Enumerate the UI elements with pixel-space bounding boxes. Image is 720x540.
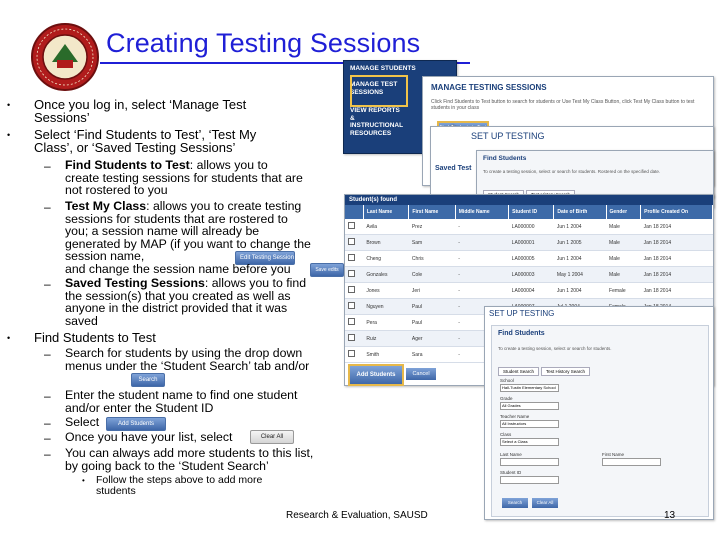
- cancel-screenshot-button[interactable]: Cancel: [406, 368, 436, 380]
- row-checkbox[interactable]: [348, 270, 355, 277]
- bullet-dot: •: [7, 333, 11, 343]
- table-cell: -: [455, 283, 508, 299]
- table-cell: Male: [606, 235, 641, 251]
- row-checkbox[interactable]: [348, 334, 355, 341]
- first-name-label: First Name: [602, 452, 625, 457]
- row-checkbox-cell[interactable]: [345, 235, 363, 251]
- save-edits-button[interactable]: Save edits: [310, 263, 344, 277]
- slide-title: Creating Testing Sessions: [106, 28, 421, 58]
- table-column-header[interactable]: Student ID: [509, 205, 554, 219]
- table-cell: LA000001: [509, 235, 554, 251]
- row-checkbox-cell[interactable]: [345, 219, 363, 235]
- sub-find-students: [65, 159, 305, 197]
- table-cell: Ager: [409, 331, 455, 347]
- table-cell: -: [455, 331, 508, 347]
- table-cell: Jan 18 2014: [641, 251, 713, 267]
- footer-text: Research & Evaluation, SAUSD: [286, 510, 428, 521]
- table-cell: Jan 18 2014: [641, 235, 713, 251]
- saved-test-label: Saved Test: [435, 165, 472, 172]
- table-cell: Cheng: [363, 251, 409, 267]
- student-search-screenshot: [484, 306, 714, 520]
- bullet-dot: •: [7, 100, 11, 110]
- row-checkbox-cell[interactable]: [345, 315, 363, 331]
- row-checkbox-cell[interactable]: [345, 283, 363, 299]
- table-cell: Jun 1 2004: [554, 219, 606, 235]
- students-found-title: Student(s) found: [345, 195, 713, 205]
- teacher-select[interactable]: All Instructors: [500, 420, 559, 428]
- table-cell: LA000000: [509, 219, 554, 235]
- row-checkbox[interactable]: [348, 318, 355, 325]
- dash-marker: –: [44, 416, 51, 430]
- table-cell: Jun 1 2004: [554, 283, 606, 299]
- dash-marker: –: [44, 159, 51, 173]
- table-column-header[interactable]: Last Name: [363, 205, 409, 219]
- table-row: [345, 235, 713, 251]
- table-cell: Male: [606, 251, 641, 267]
- row-checkbox-cell[interactable]: [345, 251, 363, 267]
- page-number: 13: [664, 510, 676, 521]
- table-cell: Sam: [409, 235, 455, 251]
- row-checkbox[interactable]: [348, 222, 355, 229]
- table-cell: Pera: [363, 315, 409, 331]
- find-students-screenshot: [476, 150, 714, 198]
- panel-clear-all-button[interactable]: Clear All: [532, 498, 558, 508]
- search-button[interactable]: Search: [131, 373, 165, 387]
- bullet-dot: •: [82, 476, 85, 485]
- row-checkbox-cell[interactable]: [345, 347, 363, 363]
- row-checkbox-cell[interactable]: [345, 299, 363, 315]
- step-follow-above: Follow the steps above to add more students: [96, 474, 263, 497]
- setup-testing-header: SET UP TESTING: [471, 131, 545, 141]
- search-panel-tabs: [498, 360, 592, 378]
- table-cell: Nguyen: [363, 299, 409, 315]
- table-column-header[interactable]: Profile Created On: [641, 205, 713, 219]
- table-column-header[interactable]: Middle Name: [455, 205, 508, 219]
- nav-highlight: [350, 75, 408, 107]
- step-enter-name: Enter the student name to find one student and/or enter the Student ID: [65, 388, 298, 415]
- table-cell: LA000003: [509, 267, 554, 283]
- class-select[interactable]: Select a Class: [500, 438, 559, 446]
- table-column-header: [345, 205, 363, 219]
- table-cell: Avila: [363, 219, 409, 235]
- table-cell: Sara: [409, 347, 455, 363]
- table-cell: -: [455, 347, 508, 363]
- table-cell: Ruiz: [363, 331, 409, 347]
- student-id-label: Student ID: [500, 470, 522, 475]
- table-cell: Cole: [409, 267, 455, 283]
- manage-sessions-instructions: Click Find Students to Test button to search for students or Use Test My Class Button, click Test My Class button to test students in your class: [431, 99, 695, 111]
- sub-saved-sessions-text: : allows you to find the session(s) that you created as well as anyone in the district provided that it was saved: [65, 276, 307, 328]
- district-seal-logo: [30, 22, 100, 92]
- tab-student-search[interactable]: Student Search: [498, 367, 539, 376]
- nav-manage-test-sessions[interactable]: MANAGE TEST SESSIONS: [350, 81, 398, 96]
- table-row: [345, 283, 713, 299]
- row-checkbox[interactable]: [348, 286, 355, 293]
- teacher-label: Teacher Name: [500, 414, 530, 419]
- table-cell: Jones: [363, 283, 409, 299]
- table-cell: Jan 18 2014: [641, 283, 713, 299]
- dash-marker: –: [44, 277, 51, 291]
- table-cell: -: [455, 299, 508, 315]
- row-checkbox-cell[interactable]: [345, 267, 363, 283]
- table-cell: -: [455, 219, 508, 235]
- add-students-screenshot-button[interactable]: Add Students: [348, 364, 404, 386]
- sub-test-my-class-cont: and change the session name before you: [65, 262, 291, 276]
- table-row: [345, 251, 713, 267]
- edit-testing-session-button[interactable]: Edit Testing Session: [235, 251, 295, 265]
- class-label: Class: [500, 432, 512, 437]
- table-cell: Brown: [363, 235, 409, 251]
- find-students-header: Find Students: [483, 155, 527, 162]
- sub-saved-sessions: [65, 277, 313, 327]
- table-cell: May 1 2004: [554, 267, 606, 283]
- manage-sessions-header: MANAGE TESTING SESSIONS: [431, 83, 547, 92]
- table-column-header[interactable]: Date of Birth: [554, 205, 606, 219]
- table-cell: Paul: [409, 315, 455, 331]
- sub-find-students-text: : allows you to create testing sessions for students that are not rostered to you: [65, 158, 303, 197]
- row-checkbox[interactable]: [348, 302, 355, 309]
- search-setup-header: SET UP TESTING: [489, 309, 555, 318]
- table-cell: Gonzales: [363, 267, 409, 283]
- last-name-label: Last Name: [500, 452, 522, 457]
- table-cell: -: [455, 251, 508, 267]
- nav-manage-students[interactable]: MANAGE STUDENTS: [350, 65, 416, 72]
- step-list-select: Once you have your list, select: [65, 430, 233, 444]
- row-checkbox[interactable]: [348, 238, 355, 245]
- sub-find-students-label: Find Students to Test: [65, 158, 190, 172]
- find-students-desc: To create a testing session, select or search for students. Rostered on the specified date.: [483, 169, 661, 174]
- step-select: Select: [65, 415, 100, 429]
- table-cell: Jeri: [409, 283, 455, 299]
- table-cell: -: [455, 267, 508, 283]
- sub-test-my-class-text: : allows you to create testing sessions for students that are rostered to you; a session name will already be generated by MAP (if you want to change the session name,: [65, 199, 311, 263]
- table-cell: Smith: [363, 347, 409, 363]
- row-checkbox[interactable]: [348, 350, 355, 357]
- sub-saved-sessions-label: Saved Testing Sessions: [65, 276, 205, 290]
- step-search-dropdowns: Search for students by using the drop down menus under the ‘Student Search’ tab and/or: [65, 346, 310, 373]
- step-add-more: You can always add more students to this list, by going back to the ‘Student Search’: [65, 446, 314, 473]
- table-column-header[interactable]: First Name: [409, 205, 455, 219]
- table-cell: Male: [606, 267, 641, 283]
- dash-marker: –: [44, 431, 51, 445]
- dash-marker: –: [44, 347, 51, 361]
- bullet-select-option: Select ‘Find Students to Test’, ‘Test My Class’, or ‘Saved Testing Sessions’: [34, 127, 257, 155]
- table-header-row: [345, 205, 713, 219]
- search-panel-desc: To create a testing session, select or search for students.: [498, 346, 612, 351]
- school-label: School: [500, 378, 514, 383]
- school-select[interactable]: Hall-Tustin Elementary School: [500, 384, 559, 392]
- grade-select[interactable]: All Grades: [500, 402, 559, 410]
- table-row: [345, 267, 713, 283]
- table-cell: LA000005: [509, 251, 554, 267]
- first-name-input[interactable]: [602, 458, 661, 466]
- dash-marker: –: [44, 200, 51, 214]
- table-cell: Male: [606, 219, 641, 235]
- row-checkbox[interactable]: [348, 254, 355, 261]
- table-cell: -: [455, 235, 508, 251]
- student-id-input[interactable]: [500, 476, 559, 484]
- search-panel-header: Find Students: [498, 330, 545, 337]
- table-row: [345, 219, 713, 235]
- table-cell: Paul: [409, 299, 455, 315]
- table-cell: -: [455, 315, 508, 331]
- search-panel: [491, 325, 709, 517]
- add-students-button[interactable]: Add Students: [106, 417, 166, 431]
- dash-marker: –: [44, 389, 51, 403]
- table-cell: LA000004: [509, 283, 554, 299]
- nav-view-reports[interactable]: VIEW REPORTS & INSTRUCTIONAL RESOURCES: [350, 107, 403, 137]
- grade-label: Grade: [500, 396, 513, 401]
- table-cell: Chris: [409, 251, 455, 267]
- bullet-manage-sessions: Once you log in, select ‘Manage Test Sessions’: [34, 97, 247, 125]
- table-column-header[interactable]: Gender: [606, 205, 641, 219]
- bullet-dot: •: [7, 130, 11, 140]
- table-cell: Jan 18 2014: [641, 219, 713, 235]
- clear-all-button[interactable]: Clear All: [250, 430, 294, 444]
- table-cell: Jun 1 2004: [554, 251, 606, 267]
- sub-test-my-class-label: Test My Class: [65, 199, 147, 213]
- table-cell: Jan 18 2014: [641, 267, 713, 283]
- table-cell: Female: [606, 283, 641, 299]
- dash-marker: –: [44, 447, 51, 461]
- row-checkbox-cell[interactable]: [345, 331, 363, 347]
- panel-search-button[interactable]: Search: [502, 498, 528, 508]
- table-cell: Jun 1 2005: [554, 235, 606, 251]
- bullet-find-students: Find Students to Test: [34, 330, 156, 345]
- last-name-input[interactable]: [500, 458, 559, 466]
- table-cell: Prez: [409, 219, 455, 235]
- tab-test-history-search[interactable]: Test History Search: [541, 367, 590, 376]
